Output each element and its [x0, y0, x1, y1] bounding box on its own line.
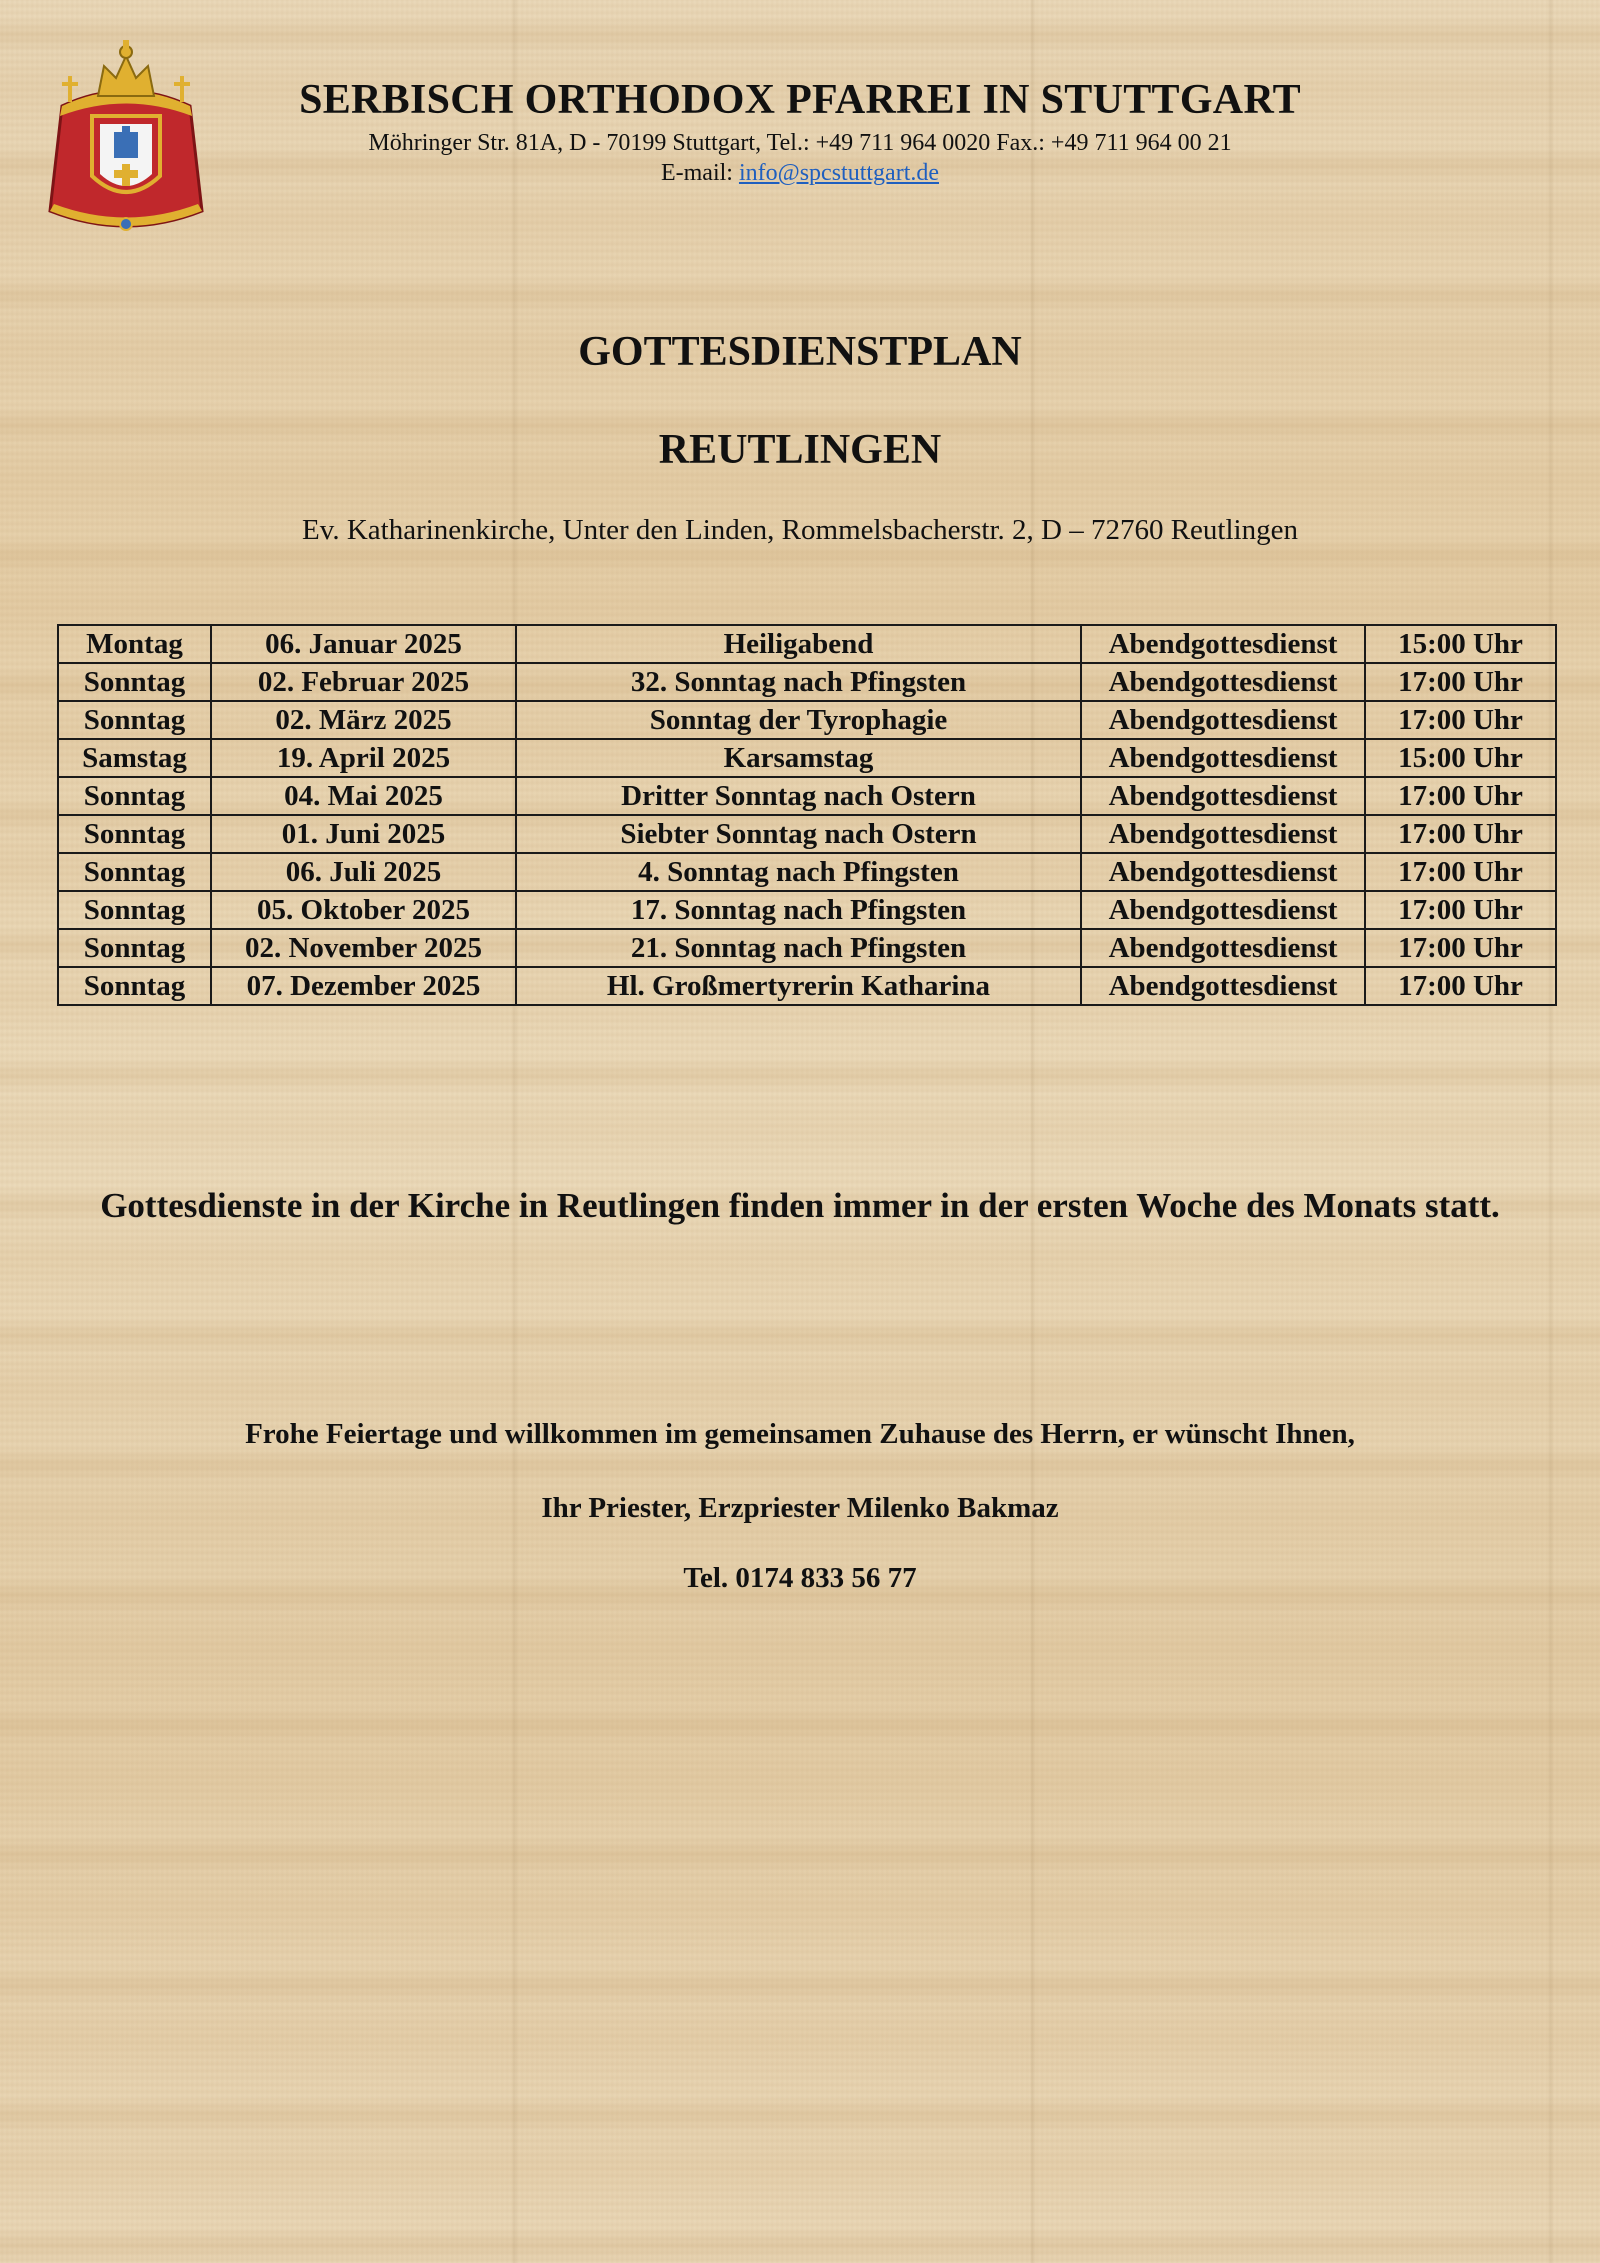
occasion-cell: Siebter Sonntag nach Ostern — [516, 815, 1081, 853]
time-cell: 17:00 Uhr — [1365, 777, 1556, 815]
date-cell: 19. April 2025 — [211, 739, 516, 777]
occasion-cell: 21. Sonntag nach Pfingsten — [516, 929, 1081, 967]
address-line: Möhringer Str. 81A, D - 70199 Stuttgart, Tel.: +49 711 964 0020 Fax.: +49 711 964 00 21 — [368, 130, 1232, 156]
occasion-cell: Karsamstag — [516, 739, 1081, 777]
time-cell: 17:00 Uhr — [1365, 967, 1556, 1005]
date-cell: 02. November 2025 — [211, 929, 516, 967]
time-cell: 17:00 Uhr — [1365, 815, 1556, 853]
time-cell: 15:00 Uhr — [1365, 625, 1556, 663]
letterhead — [230, 72, 1370, 188]
service-cell: Abendgottesdienst — [1081, 625, 1365, 663]
date-cell: 06. Januar 2025 — [211, 625, 516, 663]
occasion-cell: Dritter Sonntag nach Ostern — [516, 777, 1081, 815]
date-cell: 02. Februar 2025 — [211, 663, 516, 701]
weekday-cell: Sonntag — [58, 663, 211, 701]
service-cell: Abendgottesdienst — [1081, 929, 1365, 967]
occasion-cell: 32. Sonntag nach Pfingsten — [516, 663, 1081, 701]
weekday-cell: Sonntag — [58, 701, 211, 739]
service-cell: Abendgottesdienst — [1081, 815, 1365, 853]
weekday-cell: Sonntag — [58, 929, 211, 967]
table-row — [58, 625, 1556, 663]
weekday-cell: Sonntag — [58, 891, 211, 929]
service-cell: Abendgottesdienst — [1081, 853, 1365, 891]
weekday-cell: Samstag — [58, 739, 211, 777]
occasion-cell: 17. Sonntag nach Pfingsten — [516, 891, 1081, 929]
occasion-cell: Sonntag der Tyrophagie — [516, 701, 1081, 739]
date-cell: 02. März 2025 — [211, 701, 516, 739]
table-row — [58, 929, 1556, 967]
table-row — [58, 853, 1556, 891]
date-cell: 07. Dezember 2025 — [211, 967, 516, 1005]
time-cell: 17:00 Uhr — [1365, 663, 1556, 701]
table-row — [58, 777, 1556, 815]
time-cell: 17:00 Uhr — [1365, 853, 1556, 891]
table-row — [58, 739, 1556, 777]
date-cell: 06. Juli 2025 — [211, 853, 516, 891]
weekday-cell: Sonntag — [58, 777, 211, 815]
date-cell: 01. Juni 2025 — [211, 815, 516, 853]
organization-name: SERBISCH ORTHODOX PFARREI IN STUTTGART — [299, 77, 1301, 123]
email-link[interactable]: info@spcstuttgart.de — [738, 160, 940, 186]
email-label: E-mail: — [660, 160, 733, 186]
service-cell: Abendgottesdienst — [1081, 967, 1365, 1005]
schedule-note: Gottesdienste in der Kirche in Reutlingen finden immer in der ersten Woche des Monats statt. — [100, 1186, 1500, 1225]
table-row — [58, 701, 1556, 739]
service-schedule-table — [57, 624, 1557, 1006]
service-cell: Abendgottesdienst — [1081, 663, 1365, 701]
service-cell: Abendgottesdienst — [1081, 891, 1365, 929]
date-cell: 04. Mai 2025 — [211, 777, 516, 815]
table-row — [58, 663, 1556, 701]
time-cell: 17:00 Uhr — [1365, 929, 1556, 967]
occasion-cell: 4. Sonntag nach Pfingsten — [516, 853, 1081, 891]
table-row — [58, 967, 1556, 1005]
date-cell: 05. Oktober 2025 — [211, 891, 516, 929]
venue-address: Ev. Katharinenkirche, Unter den Linden, Rommelsbacherstr. 2, D – 72760 Reutlingen — [302, 514, 1298, 546]
service-cell: Abendgottesdienst — [1081, 739, 1365, 777]
occasion-cell: Hl. Großmertyrerin Katharina — [516, 967, 1081, 1005]
weekday-cell: Sonntag — [58, 967, 211, 1005]
table-row — [58, 815, 1556, 853]
service-cell: Abendgottesdienst — [1081, 701, 1365, 739]
weekday-cell: Montag — [58, 625, 211, 663]
time-cell: 17:00 Uhr — [1365, 891, 1556, 929]
weekday-cell: Sonntag — [58, 815, 211, 853]
time-cell: 17:00 Uhr — [1365, 701, 1556, 739]
page-subtitle: REUTLINGEN — [658, 427, 942, 473]
page-title: GOTTESDIENSTPLAN — [578, 329, 1022, 375]
priest-signature: Ihr Priester, Erzpriester Milenko Bakmaz — [541, 1492, 1059, 1524]
occasion-cell: Heiligabend — [516, 625, 1081, 663]
weekday-cell: Sonntag — [58, 853, 211, 891]
service-cell: Abendgottesdienst — [1081, 777, 1365, 815]
closing-greeting: Frohe Feiertage und willkommen im gemeinsamen Zuhause des Herrn, er wünscht Ihnen, — [245, 1418, 1355, 1450]
time-cell: 15:00 Uhr — [1365, 739, 1556, 777]
table-row — [58, 891, 1556, 929]
priest-phone: Tel. 0174 833 56 77 — [683, 1562, 917, 1594]
email-line — [230, 158, 1370, 188]
coat-of-arms-icon — [42, 36, 210, 241]
